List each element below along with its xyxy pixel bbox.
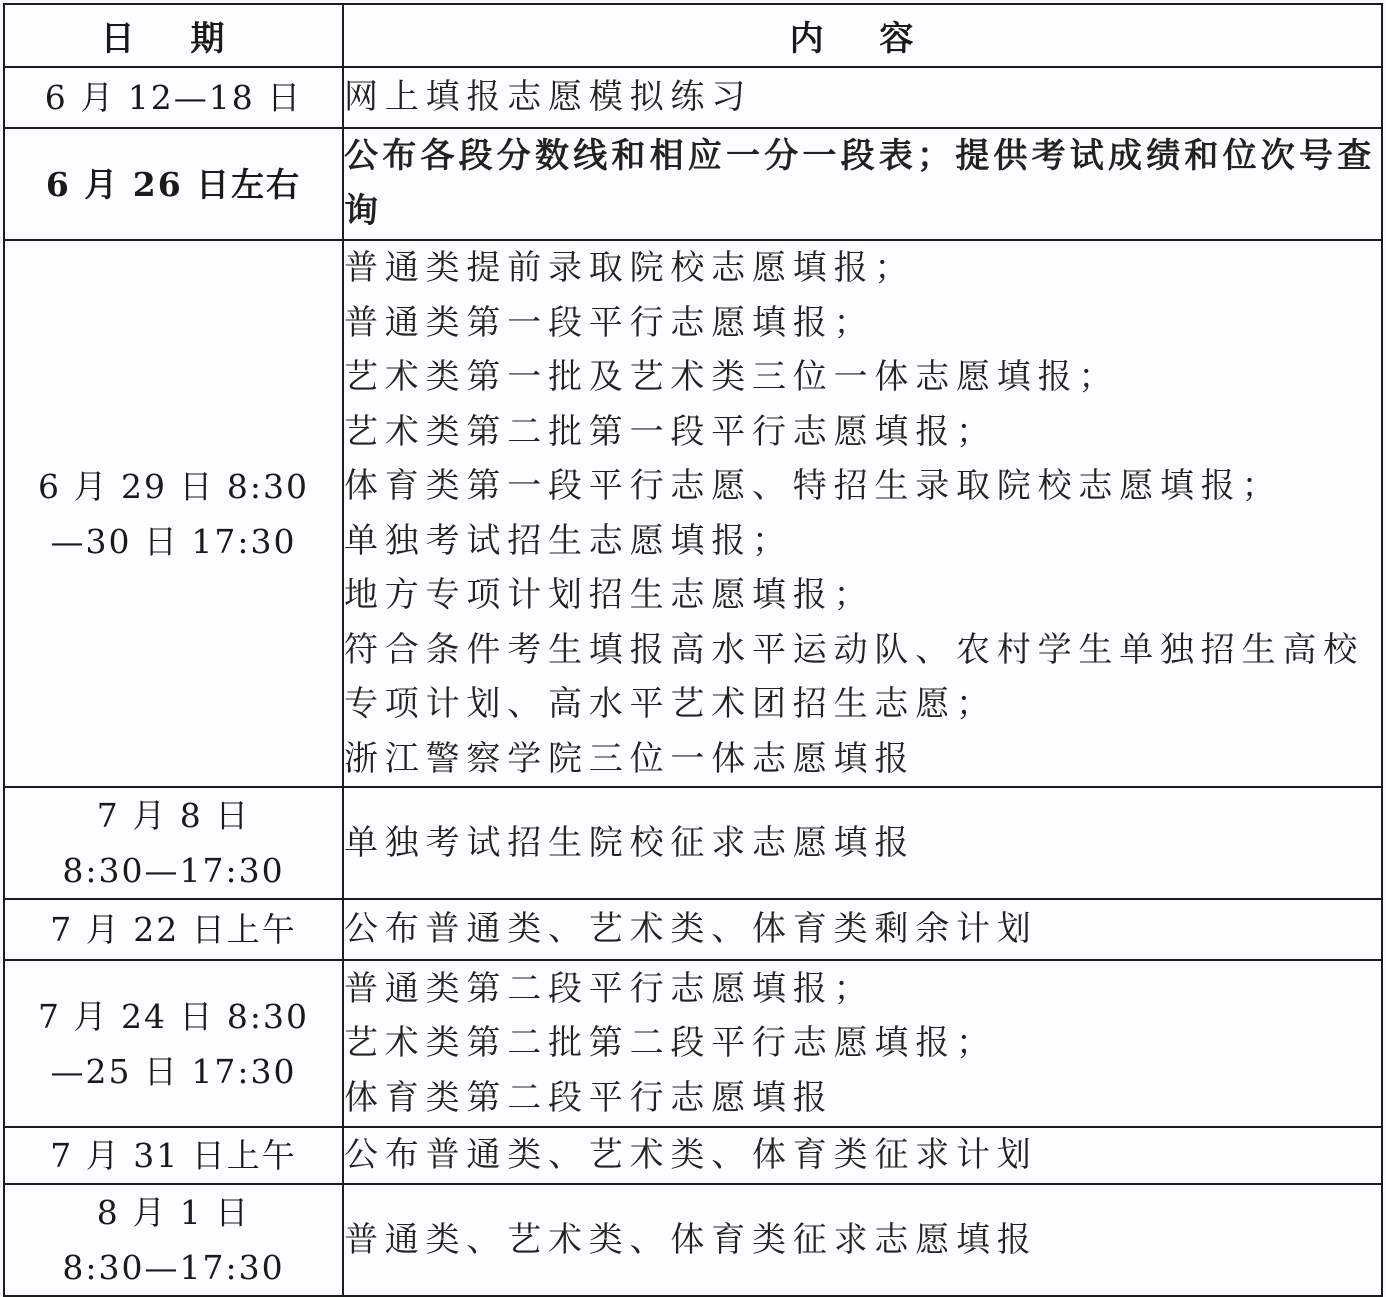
content-text: 体育类第一段平行志愿、特招生录取院校志愿填报； <box>344 466 1283 506</box>
table-row <box>4 899 1382 960</box>
table-row <box>4 67 1382 128</box>
content-cell <box>343 787 1382 899</box>
schedule-table <box>3 3 1383 1297</box>
content-cell <box>343 1184 1382 1296</box>
content-text: 公布各段分数线和相应一分一段表；提供考试成绩和位次号查询 <box>344 136 1376 231</box>
date-text: 7 月 24 日 8:30 <box>37 996 310 1036</box>
content-text: 单独考试招生志愿填报； <box>344 520 793 561</box>
table-row <box>4 787 1382 899</box>
content-text: 公布普通类、艺术类、体育类剩余计划 <box>344 909 1038 950</box>
content-text: 地方专项计划招生志愿填报； <box>344 575 875 615</box>
date-cell <box>4 1127 343 1184</box>
date-cell <box>4 787 343 899</box>
date-text: 8:30—17:30 <box>62 851 285 890</box>
content-cell <box>343 240 1382 787</box>
table-row <box>4 1127 1382 1184</box>
content-text: 普通类、艺术类、体育类征求志愿填报 <box>344 1219 1038 1260</box>
table-row <box>4 240 1382 787</box>
content-cell <box>343 960 1382 1127</box>
content-text: 艺术类第二批第一段平行志愿填报； <box>344 411 997 452</box>
content-text: 浙江警察学院三位一体志愿填报 <box>344 738 916 779</box>
content-text: 网上填报志愿模拟练习 <box>344 77 752 118</box>
date-text: 7 月 8 日 <box>96 796 251 835</box>
header-row <box>4 4 1382 67</box>
content-cell <box>343 899 1382 960</box>
date-text: 8:30—17:30 <box>62 1248 285 1287</box>
header-content: 内 容 <box>343 4 1382 67</box>
date-text: 8 月 1 日 <box>96 1193 251 1232</box>
date-text: 6 月 26 日左右 <box>45 164 302 204</box>
date-text: 7 月 31 日上午 <box>50 1136 297 1175</box>
content-text: 公布普通类、艺术类、体育类征求计划 <box>344 1135 1038 1176</box>
header-date: 日 期 <box>4 4 343 67</box>
content-text: 体育类第二段平行志愿填报 <box>344 1077 834 1118</box>
content-text: 普通类第二段平行志愿填报； <box>344 968 875 1009</box>
content-cell <box>343 67 1382 128</box>
content-text: 单独考试招生院校征求志愿填报 <box>344 822 916 863</box>
content-text: 艺术类第一批及艺术类三位一体志愿填报； <box>344 357 1120 397</box>
date-cell <box>4 1184 343 1296</box>
date-cell <box>4 240 343 787</box>
date-text: —25 日 17:30 <box>50 1051 297 1091</box>
table-row <box>4 960 1382 1127</box>
table-row <box>4 128 1382 240</box>
date-cell <box>4 67 343 128</box>
content-cell <box>343 1127 1382 1184</box>
date-text: 7 月 22 日上午 <box>50 910 297 949</box>
content-text: 符合条件考生填报高水平运动队、农村学生单独招生高校专项计划、高水平艺术团招生志愿； <box>344 629 1364 724</box>
content-text: 普通类第一段平行志愿填报； <box>344 302 875 343</box>
date-cell <box>4 960 343 1127</box>
table-row <box>4 1184 1382 1296</box>
date-text: 6 月 29 日 8:30 <box>37 466 310 506</box>
date-text: 6 月 12—18 日 <box>44 78 303 117</box>
content-text: 普通类提前录取院校志愿填报； <box>344 248 916 288</box>
content-text: 艺术类第二批第二段平行志愿填报； <box>344 1023 997 1064</box>
content-cell <box>343 128 1382 240</box>
date-cell <box>4 899 343 960</box>
date-text: —30 日 17:30 <box>50 521 297 561</box>
date-cell <box>4 128 343 240</box>
